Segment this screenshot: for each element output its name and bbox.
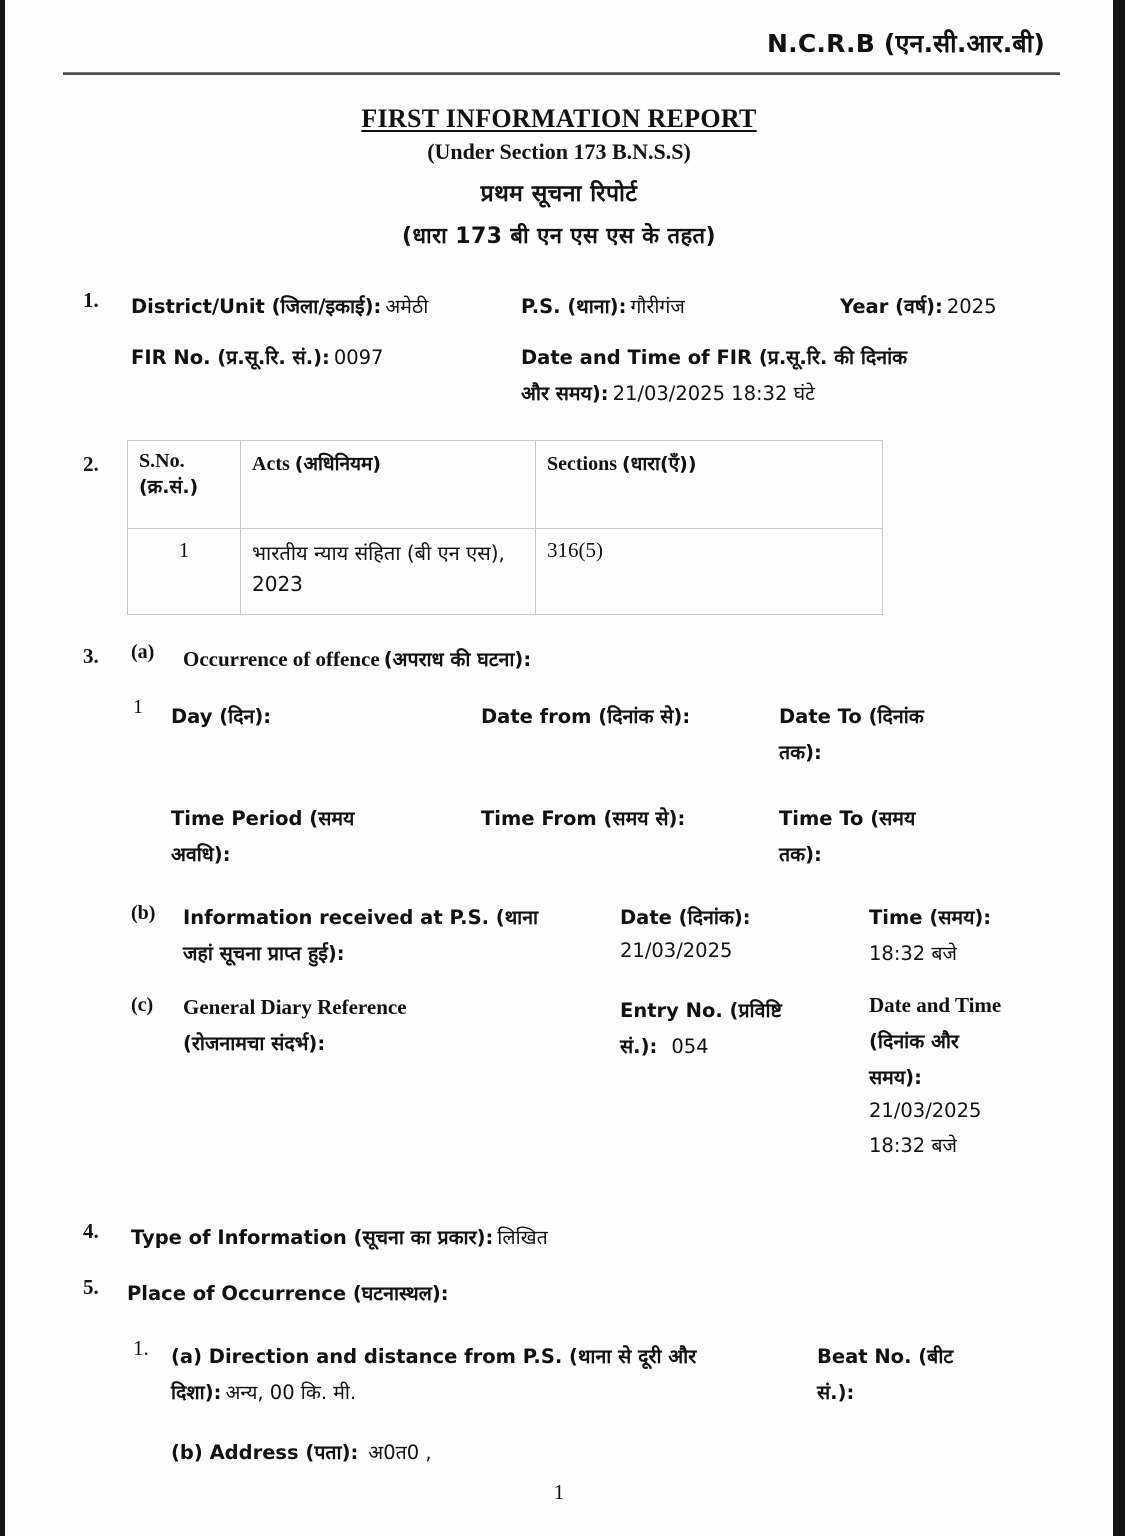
section-1-row-2 [131, 343, 1091, 405]
table-cell-sections [536, 529, 883, 615]
direction-distance-label-line2: दिशा): [171, 1381, 222, 1404]
entry-number-label-line2: सं.): [620, 1035, 658, 1058]
time-to-label-line1: Time To (समय [779, 807, 916, 830]
date-from-field [481, 702, 690, 729]
time-to-label-line2: तक): [779, 843, 822, 866]
beat-number-field [817, 1342, 1047, 1405]
occurrence-date-row [171, 702, 1091, 764]
general-diary-datetime-value-line2: 18:32 बजे [869, 1134, 957, 1157]
section-1-row-1 [131, 292, 1091, 319]
table-cell-sno-value: 1 [178, 538, 190, 562]
information-received-date-label: Date (दिनांक): [620, 906, 751, 929]
direction-distance-value: अन्य, 00 कि. मी. [225, 1381, 357, 1404]
table-row [128, 529, 883, 615]
fir-datetime-label-line2: और समय): [521, 382, 609, 405]
direction-distance-field [171, 1342, 821, 1405]
information-received-label-line1: Information received at P.S. (थाना [183, 906, 539, 929]
page-title-hindi: प्रथम सूचना रिपोर्ट [480, 181, 638, 207]
type-of-information-value: लिखित [497, 1226, 548, 1249]
ncrb-header-text: N.C.R.B (एन.सी.आर.बी) [767, 29, 1045, 58]
table-header-sections [536, 441, 883, 529]
district-field [131, 295, 429, 318]
fir-datetime-label-line1: Date and Time of FIR (प्र.सू.रि. की दिनांक [521, 346, 908, 369]
scan-edge-right [1113, 0, 1125, 1536]
information-received-date-value: 21/03/2025 [620, 939, 733, 962]
page-number: 1 [553, 1480, 565, 1504]
place-item-number: 1. [133, 1336, 149, 1360]
table-header-row [128, 441, 883, 529]
district-label: District/Unit (जिला/इकाई): [131, 295, 382, 318]
general-diary-label-line1: General Diary Reference [183, 995, 407, 1019]
occurrence-time-row [171, 804, 1091, 867]
occurrence-item-number: 1 [133, 696, 143, 718]
address-label: (b) Address (पता): [171, 1441, 359, 1464]
table-header-acts-en: Acts [252, 453, 290, 475]
beat-number-label-line2: सं.): [817, 1381, 855, 1404]
date-to-field [779, 702, 989, 765]
police-station-field [521, 292, 685, 319]
table-header-acts-hi: (अधिनियम) [294, 453, 382, 475]
general-diary-datetime-field [869, 993, 1089, 1158]
fir-document-page [5, 0, 1113, 1536]
address-field [171, 1438, 821, 1465]
time-from-field [481, 804, 685, 831]
information-received-time-label: Time (समय): [869, 906, 992, 929]
date-from-label: Date from (दिनांक से): [481, 705, 691, 728]
table-header-sno-hi: (क्र.सं.) [139, 476, 199, 498]
fir-number-value: 0097 [333, 346, 384, 369]
date-to-label-line1: Date To (दिनांक [779, 705, 924, 728]
information-received-date-field [620, 903, 850, 962]
time-period-field [171, 804, 451, 867]
table-cell-act [241, 529, 536, 615]
year-field [840, 292, 997, 319]
occurrence-label-en: Occurrence of offence [183, 647, 380, 671]
day-field [171, 705, 272, 728]
general-diary-datetime-label-line2: (दिनांक और [869, 1030, 959, 1053]
table-header-sections-hi: (धारा(एँ)) [622, 453, 697, 475]
table-cell-sno [128, 529, 241, 615]
table-header-sno-en: S.No. [139, 450, 185, 472]
type-of-information-field [131, 1223, 1031, 1250]
entry-number-label-line1: Entry No. (प्रविष्टि [620, 999, 782, 1022]
table-header-sno [128, 441, 241, 529]
general-diary-datetime-label-line1: Date and Time [869, 993, 1002, 1017]
entry-number-value: 054 [671, 1035, 709, 1058]
type-of-information-label: Type of Information (सूचना का प्रकार): [131, 1226, 494, 1249]
header-divider-rule [63, 72, 1060, 75]
police-station-label: P.S. (थाना): [521, 295, 627, 318]
general-diary-reference-label [183, 995, 603, 1056]
fir-number-field [131, 346, 384, 369]
acts-sections-table [127, 440, 883, 615]
information-received-label-line2: जहां सूचना प्राप्त हुई): [183, 942, 345, 965]
fir-datetime-value: 21/03/2025 18:32 घंटे [612, 382, 815, 405]
entry-number-field [620, 996, 860, 1059]
police-station-value: गौरीगंज [630, 295, 685, 318]
section-3a-label [183, 645, 531, 672]
table-header-acts [241, 441, 536, 529]
title-block [5, 104, 1113, 250]
general-diary-datetime-label-line3: समय): [869, 1066, 922, 1089]
time-period-label-line2: अवधि): [171, 843, 231, 866]
section-3-number: 3. [83, 644, 99, 668]
section-3a-marker: (a) [131, 641, 155, 663]
page-title: FIRST INFORMATION REPORT [361, 104, 757, 133]
time-to-field [779, 804, 989, 867]
section-3c-marker: (c) [131, 994, 154, 1016]
time-from-label: Time From (समय से): [481, 807, 686, 830]
direction-distance-label-line1: (a) Direction and distance from P.S. (थाना से दूरी और [171, 1345, 697, 1368]
page-subtitle-hindi: (धारा 173 बी एन एस एस के तहत) [402, 224, 716, 249]
general-diary-datetime-value-line1: 21/03/2025 [869, 1099, 982, 1122]
place-of-occurrence-label [127, 1279, 1027, 1306]
place-of-occurrence-label-text: Place of Occurrence (घटनास्थल): [127, 1282, 449, 1305]
information-received-time-value: 18:32 बजे [869, 942, 957, 965]
section-3b-marker: (b) [131, 902, 156, 924]
occurrence-label-hi: (अपराध की घटना): [383, 648, 532, 671]
date-to-label-line2: तक): [779, 741, 822, 764]
section-5-number: 5. [83, 1275, 99, 1299]
information-received-label [183, 903, 603, 966]
district-value: अमेठी [385, 295, 429, 318]
day-label: Day (दिन): [171, 705, 272, 728]
page-subtitle: (Under Section 173 B.N.S.S) [427, 139, 691, 164]
address-value: अ0त0 , [368, 1441, 432, 1464]
fir-datetime-field [521, 343, 1081, 406]
beat-number-label-line1: Beat No. (बीट [817, 1345, 954, 1368]
section-1-number: 1. [83, 288, 99, 312]
table-header-sections-en: Sections [547, 453, 617, 475]
table-cell-act-value: भारतीय न्याय संहिता (बी एन एस), 2023 [252, 541, 505, 596]
year-label: Year (वर्ष): [840, 295, 943, 318]
year-value: 2025 [946, 295, 997, 318]
general-diary-label-line2: (रोजनामचा संदर्भ): [183, 1032, 326, 1055]
table-cell-sections-value: 316(5) [547, 538, 603, 562]
section-4-number: 4. [83, 1219, 99, 1243]
ncrb-header [767, 26, 1045, 60]
section-2-number: 2. [83, 452, 99, 476]
information-received-time-field [869, 903, 1089, 966]
fir-number-label: FIR No. (प्र.सू.रि. सं.): [131, 346, 330, 369]
time-period-label-line1: Time Period (समय [171, 807, 355, 830]
